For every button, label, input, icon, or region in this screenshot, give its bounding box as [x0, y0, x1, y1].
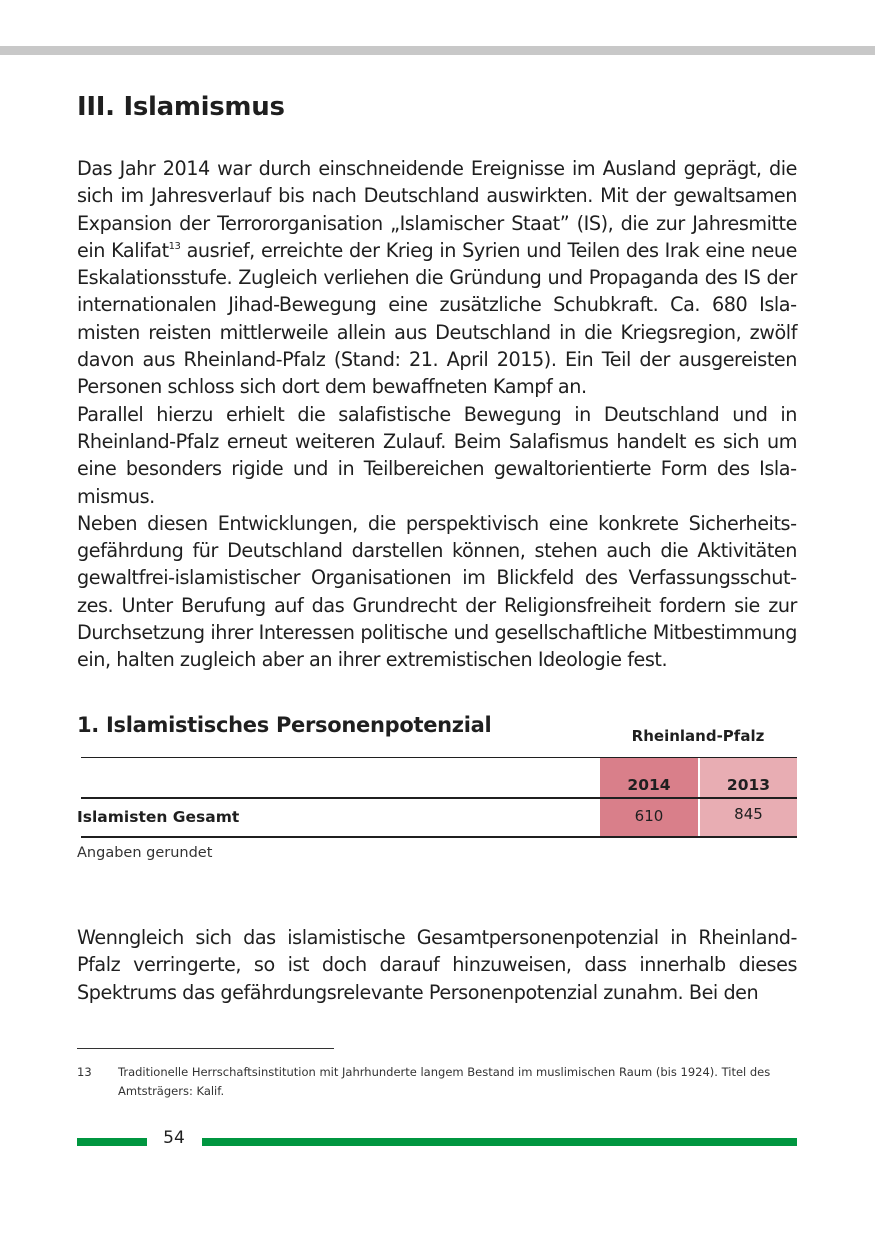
page-number: 54: [163, 1128, 185, 1148]
header-decoration-bar: [0, 46, 875, 55]
table-top-rule: [81, 757, 797, 758]
table-region-label: Rheinland-Pfalz: [631, 727, 765, 745]
footnote-reference[interactable]: 13: [168, 240, 181, 252]
outro-text: Wenngleich sich das islamistische Gesamtpersonenpotenzial in Rheinland-Pfalz verringerte, so ist doch darauf hinzuweisen, dass innerhalb dieses Spektrums das gefährdungsrelevante Personenpotenzial zunahm. Bei den: [77, 926, 797, 1004]
table-value-2013: 845: [700, 799, 797, 836]
table-header-2014: 2014: [600, 758, 698, 797]
intro-paragraph-1: [77, 155, 797, 401]
footnote: [77, 1063, 797, 1100]
intro-text-part-2: ausrief, erreichte der Krieg in Syrien und Teilen des Irak eine neue Eskalationsstufe. Zugleich verliehen die Gründung und Propaganda des IS der internationalen Jihad-Bewegung eine zusätzliche Schubkraft. Ca. 680 Islamisten reisten mittlerweile allein aus Deutschland in die Kriegsregion, zwölf davon aus Rheinland-Pfalz (Stand: 21. April 2015). Ein Teil der ausgereisten Personen schloss sich dort dem bewaffneten Kampf an.: [77, 238, 797, 399]
intro-text-part-1: Das Jahr 2014 war durch einschneidende Ereignisse im Ausland geprägt, die sich im Jahresverlauf bis nach Deutschland auswirkten. Mit der gewaltsamen Expansion der Terrororganisation „Islamischer Staat” (IS), die zur Jahresmitte ein Kalifat: [77, 157, 797, 262]
footnote-number: 13: [77, 1065, 92, 1079]
footnote-divider: [77, 1048, 334, 1049]
footnote-text: Traditionelle Herrschaftsinstitution mit Jahrhunderte langem Bestand im muslimischen Raum (bis 1924). Titel des Amtsträgers: Kalif.: [118, 1065, 771, 1098]
table-bottom-rule: [81, 836, 797, 838]
chapter-title: III. Islamismus: [77, 92, 285, 122]
table-note: Angaben gerundet: [77, 845, 213, 861]
footer-bar-right: [202, 1138, 797, 1146]
outro-paragraph: [77, 924, 797, 1006]
intro-paragraph-2: Parallel hierzu erhielt die salafistische Bewegung in Deutschland und in Rheinland-Pfalz erneut weiteren Zulauf. Beim Salafismus handelt es sich um eine besonders rigide und in Teilbereichen gewaltorientierte Form des Islamismus.: [77, 402, 797, 508]
footer-bar-left: [77, 1138, 147, 1146]
table-header-2013: 2013: [700, 758, 797, 797]
table-value-2014: 610: [600, 799, 698, 836]
intro-paragraph-3: Neben diesen Entwicklungen, die perspektivisch eine konkrete Sicherheitsgefährdung für Deutschland darstellen können, stehen auch die Aktivitäten gewaltfrei-islamistischer Organisationen im Blickfeld des Verfassungsschutzes. Unter Berufung auf das Grundrecht der Religionsfreiheit fordern sie zur Durchsetzung ihrer Interessen politische und gesellschaftliche Mitbestimmung ein, halten zugleich aber an ihrer extremistischen Ideologie fest.: [77, 511, 797, 672]
intro-text: [77, 155, 797, 674]
section-title: 1. Islamistisches Personenpotenzial: [77, 713, 492, 737]
table-row-label: Islamisten Gesamt: [77, 808, 240, 826]
